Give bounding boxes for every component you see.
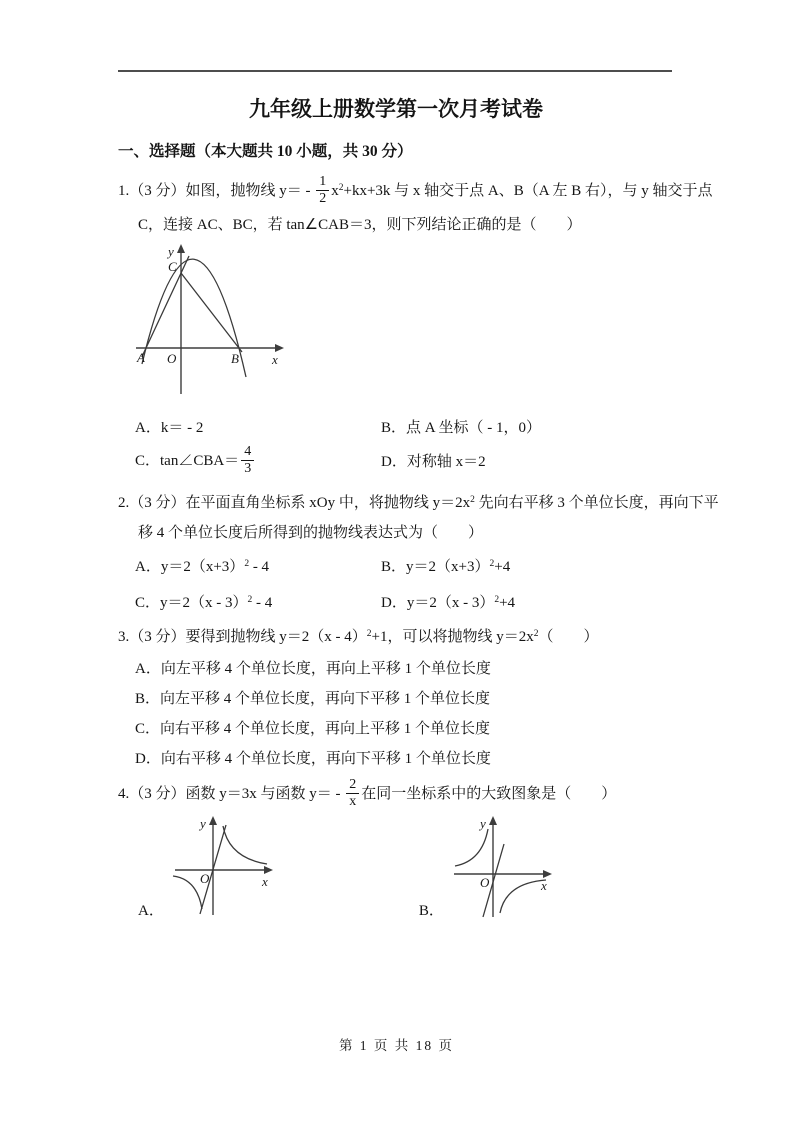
y-axis-arrow <box>489 816 497 825</box>
page-number: 第 1 页 共 18 页 <box>338 1038 455 1053</box>
q3-option-d-text: 向右平移 4 个单位长度，再向下平移 1 个单位长度 <box>160 751 491 768</box>
q1-stem-exponent: 2 <box>338 183 344 194</box>
q2-stem-post: 先向右平移 3 个单位长度，再向下平 <box>474 495 719 512</box>
q2-options-row1 <box>118 556 674 580</box>
q3-option-b-label: B． <box>135 691 161 708</box>
q1-stem-line2: C，连接 AC、BC，若 tan∠CAB＝3，则下列结论正确的是（ ） <box>138 217 582 234</box>
fraction-two-over-x <box>346 777 359 810</box>
q2-option-c-text: y＝2（x - 3） <box>160 595 248 612</box>
point-c-label: C <box>168 259 177 275</box>
q2-option-c-tail: - 4 <box>252 595 273 612</box>
q2-option-b-exponent: 2 <box>489 559 495 570</box>
q2-option-c-label: C． <box>135 595 161 612</box>
q3-stem-exponent1: 2 <box>366 629 372 640</box>
q3-option-b <box>135 688 674 710</box>
q3-option-c <box>135 718 674 740</box>
hyperbola-branch-q3 <box>173 876 202 909</box>
question-4 <box>118 778 674 923</box>
q1-options-row2 <box>118 445 674 478</box>
q1-stem-var: x <box>331 183 339 200</box>
q2-option-d <box>381 592 515 616</box>
q3-option-a-text: 向左平移 4 个单位长度，再向上平移 1 个单位长度 <box>160 661 491 678</box>
y-axis-label: y <box>479 815 486 831</box>
q1-option-c <box>135 445 381 478</box>
x-axis-arrow <box>275 344 284 352</box>
fraction-one-half <box>316 174 329 207</box>
q2-option-c-exponent: 2 <box>247 595 253 606</box>
q3-stem-exponent2: 2 <box>533 629 539 640</box>
q3-option-c-text: 向右平移 4 个单位长度，再向上平移 1 个单位长度 <box>160 721 491 738</box>
section-heading: 一、选择题（本大题共 10 小题，共 30 分） <box>118 143 413 160</box>
q3-stem-pre: 3.（3 分）要得到抛物线 y＝2（x - 4） <box>118 629 367 646</box>
y-axis-label: y <box>168 244 174 260</box>
q2-option-b-label: B． <box>381 559 407 576</box>
q1-options-row1 <box>118 417 674 439</box>
q2-option-a-label: A． <box>135 559 161 576</box>
q1-stem-pre: 1.（3 分）如图，抛物线 y＝ - <box>118 183 315 200</box>
q4-option-a-label: A． <box>138 902 164 919</box>
fraction-denominator: x <box>349 794 357 810</box>
q1-parabola-figure <box>134 244 286 396</box>
q2-option-a-exponent: 2 <box>244 559 250 570</box>
q1-figure-wrap <box>134 244 674 403</box>
origin-label: O <box>167 351 177 367</box>
q1-option-b-label: B． <box>381 420 407 437</box>
q1-option-d-label: D． <box>381 453 407 470</box>
q2-option-a-text: y＝2（x+3） <box>160 559 245 576</box>
q3-option-d-label: D． <box>135 751 161 768</box>
q3-stem-line1 <box>118 626 674 650</box>
q4-figures-row <box>118 816 674 924</box>
x-axis-label: x <box>261 873 268 889</box>
y-axis-arrow <box>177 244 185 253</box>
line-bc <box>181 273 242 352</box>
q3-stem-post: （ ） <box>538 629 599 646</box>
x-axis-arrow <box>543 870 552 878</box>
q4-stem-line1 <box>118 778 674 811</box>
x-axis-arrow <box>264 866 273 874</box>
question-3 <box>118 626 674 770</box>
question-1 <box>118 174 713 478</box>
q1-option-d <box>381 451 486 473</box>
q2-stem-exponent: 2 <box>470 495 475 506</box>
q4-graph-option-a <box>171 816 281 918</box>
fraction-four-thirds <box>241 444 254 477</box>
q1-option-a <box>135 417 381 439</box>
q1-option-b <box>381 417 541 439</box>
hyperbola-branch-q2 <box>455 829 488 866</box>
fraction-numerator: 4 <box>241 444 254 461</box>
point-b-label: B <box>231 351 239 367</box>
fraction-denominator: 3 <box>244 461 252 477</box>
q2-option-d-label: D． <box>381 595 407 612</box>
q2-option-b <box>381 556 510 580</box>
line-ac <box>142 256 189 357</box>
q2-option-d-exponent: 2 <box>494 595 500 606</box>
q3-stem-mid: +1，可以将抛物线 y＝2x <box>371 629 534 646</box>
q3-option-d <box>135 748 674 770</box>
q2-options-row2 <box>118 592 674 616</box>
q1-option-c-text: tan∠CBA＝ <box>160 453 240 470</box>
q2-stem-pre: 2.（3 分）在平面直角坐标系 xOy 中，将抛物线 y＝2x <box>118 495 471 512</box>
origin-label: O <box>479 874 490 890</box>
q1-stem-post: +kx+3k 与 x 轴交于点 A、B（A 左 B 右），与 y 轴交于点 <box>343 183 713 200</box>
q4-option-b-label: B． <box>418 902 444 919</box>
q4-stem-post: 在同一坐标系中的大致图象是（ ） <box>361 786 617 803</box>
x-axis-label: x <box>540 877 547 893</box>
q1-option-d-text: 对称轴 x＝2 <box>406 453 486 470</box>
point-a-label: A <box>137 350 145 366</box>
q1-option-a-label: A． <box>135 420 161 437</box>
question-2 <box>118 492 719 616</box>
y-axis-label: y <box>199 815 206 831</box>
page-title: 九年级上册数学第一次月考试卷 <box>249 97 543 121</box>
q2-option-b-tail: +4 <box>494 559 511 576</box>
y-axis-arrow <box>209 816 217 825</box>
hyperbola-branch-q1 <box>223 826 267 864</box>
q1-stem-line1 <box>118 174 713 208</box>
q3-option-a-label: A． <box>135 661 161 678</box>
q3-option-b-text: 向左平移 4 个单位长度，再向下平移 1 个单位长度 <box>160 691 491 708</box>
hyperbola-branch-q4 <box>500 877 547 913</box>
q2-option-b-text: y＝2（x+3） <box>406 559 490 576</box>
q1-option-c-label: C． <box>135 453 161 470</box>
q1-option-a-text: k＝ - 2 <box>160 420 204 437</box>
q2-option-d-text: y＝2（x - 3） <box>406 595 495 612</box>
q4-stem-pre: 4.（3 分）函数 y＝3x 与函数 y＝ - <box>118 786 345 803</box>
page-content <box>118 0 719 924</box>
q1-option-b-text: 点 A 坐标（ - 1，0） <box>406 420 542 437</box>
q2-option-d-tail: +4 <box>499 595 516 612</box>
q3-option-c-label: C． <box>135 721 161 738</box>
q3-option-a <box>135 658 674 680</box>
fraction-numerator: 1 <box>316 174 329 191</box>
q2-stem-line1 <box>118 492 719 516</box>
fraction-numerator: 2 <box>346 777 359 794</box>
q2-option-a-tail: - 4 <box>249 559 270 576</box>
origin-label: O <box>199 870 210 886</box>
q4-graph-option-b <box>450 816 560 921</box>
q2-option-a <box>135 556 381 580</box>
fraction-denominator: 2 <box>319 191 327 207</box>
x-axis-label: x <box>272 352 278 368</box>
q2-stem-line2: 移 4 个单位长度后所得到的抛物线表达式为（ ） <box>138 525 484 542</box>
q2-option-c <box>135 592 381 616</box>
